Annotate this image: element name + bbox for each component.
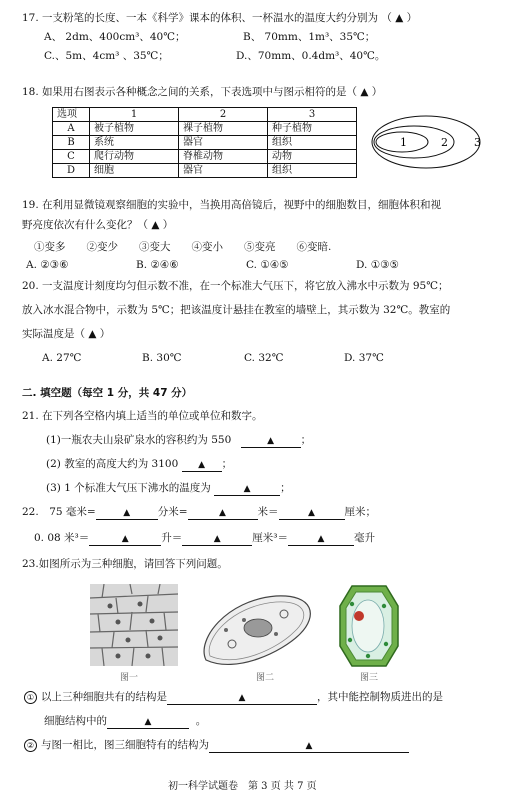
figure-caption-3: 图三 bbox=[360, 673, 379, 683]
q18-stem: 18. 如果用右图表示各种概念之间的关系，下表选项中与图示相符的是（ ▲ ） bbox=[22, 86, 383, 98]
ellipse-label-2: 2 bbox=[441, 136, 448, 149]
q21-sub2-text: (2) 教室的高度大约为 3100 bbox=[46, 458, 179, 470]
q23-stem: 23.如图所示为三种细胞，请回答下列问题。 bbox=[22, 558, 228, 570]
q17-option-a: A、 2dm、400cm³、40℃； bbox=[44, 31, 186, 43]
table-cell: 器官 bbox=[179, 136, 268, 150]
q23-part1-line2: 细胞结构中的 ▲ 。 bbox=[44, 715, 207, 727]
ellipse-label-3: 3 bbox=[474, 136, 481, 149]
ellipse-label-1: 1 bbox=[400, 136, 407, 149]
table-cell: 组织 bbox=[268, 164, 357, 178]
paramecium-cell-figure bbox=[196, 590, 320, 672]
table-cell: 选项 bbox=[53, 108, 90, 122]
q20-option-b: B. 30℃ bbox=[142, 352, 182, 364]
table-cell: 2 bbox=[179, 108, 268, 122]
page-footer: 初一科学试题卷 第 3 页 共 7 页 bbox=[168, 781, 317, 792]
q17-option-b: B、 70mm、1m³、35℃； bbox=[243, 31, 376, 43]
q22-line1: 22. 75 毫米= ▲ 分米= ▲ 米＝ ▲ 厘米； bbox=[22, 506, 377, 518]
table-cell: D bbox=[53, 164, 90, 178]
onion-cell-figure bbox=[90, 584, 178, 666]
table-row bbox=[53, 122, 357, 136]
q20-option-c: C. 32℃ bbox=[244, 352, 284, 364]
q19-option-b: B. ②④⑥ bbox=[136, 259, 179, 271]
answer-blank[interactable]: ▲ bbox=[241, 434, 301, 448]
answer-blank[interactable]: ▲ bbox=[167, 691, 317, 705]
table-cell: A bbox=[53, 122, 90, 136]
q17-option-d: D.、70mm、0.4dm³、40℃。 bbox=[236, 50, 386, 62]
ellipse-3 bbox=[372, 116, 480, 168]
q21-sub3: (3) 1 个标准大气压下沸水的温度为 ▲ ； bbox=[46, 482, 291, 494]
answer-blank[interactable]: ▲ bbox=[209, 739, 409, 753]
table-cell: 3 bbox=[268, 108, 357, 122]
q23-part1-line1: ① 以上三种细胞共有的结构是 ▲ ，其中能控制物质进出的是 bbox=[24, 690, 443, 705]
answer-blank[interactable]: ▲ bbox=[107, 715, 189, 729]
table-cell: 组织 bbox=[268, 136, 357, 150]
table-cell: 动物 bbox=[268, 150, 357, 164]
answer-blank[interactable]: ▲ bbox=[96, 506, 158, 520]
table-cell: 系统 bbox=[90, 136, 179, 150]
table-cell: 爬行动物 bbox=[90, 150, 179, 164]
q19-items: ①变多 ②变少 ③变大 ④变小 ⑤变亮 ⑥变暗. bbox=[34, 241, 332, 253]
q23-part2: ② 与图一相比，图三细胞特有的结构为 ▲ bbox=[24, 738, 409, 753]
table-row bbox=[53, 136, 357, 150]
q17-stem: 17. 一支粉笔的长度、一本《科学》课本的体积、一杯温水的温度大约分别为 （ ▲ ） bbox=[22, 12, 418, 24]
q19-stem-line2: 野亮度依次有什么变化？（ ▲ ） bbox=[22, 219, 174, 231]
q21-stem: 21. 在下列各空格内填上适当的单位或单位和数字。 bbox=[22, 410, 263, 422]
answer-blank[interactable]: ▲ bbox=[182, 458, 222, 472]
answer-blank[interactable]: ▲ bbox=[288, 532, 354, 546]
q17-option-c: C.、5m、4cm³ 、35℃； bbox=[44, 50, 169, 62]
table-row bbox=[53, 164, 357, 178]
table-cell: B bbox=[53, 136, 90, 150]
q21-sub1: (1)一瓶农夫山泉矿泉水的容积约为 550 ▲ ； bbox=[46, 434, 312, 446]
q19-stem-line1: 19. 在利用显微镜观察细胞的实验中，当换用高倍镜后，视野中的细胞数目，细胞体积和视 bbox=[22, 199, 442, 211]
answer-blank[interactable]: ▲ bbox=[214, 482, 280, 496]
answer-blank[interactable]: ▲ bbox=[188, 506, 258, 520]
table-cell: 种子植物 bbox=[268, 122, 357, 136]
table-cell: 器官 bbox=[179, 164, 268, 178]
q19-option-c: C. ①④⑤ bbox=[246, 259, 289, 271]
figure-caption-1: 图一 bbox=[120, 673, 139, 683]
q20-line3: 实际温度是（ ▲ ） bbox=[22, 328, 111, 340]
q20-line2: 放入冰水混合物中，示数为 5℃；把该温度计悬挂在教室的墙壁上，其示数为 32℃。教室的 bbox=[22, 304, 451, 316]
table-header-row bbox=[53, 108, 357, 122]
table-cell: C bbox=[53, 150, 90, 164]
q21-sub2: (2) 教室的高度大约为 3100 ▲ ； bbox=[46, 458, 233, 470]
table-cell: 被子植物 bbox=[90, 122, 179, 136]
figure-caption-2: 图二 bbox=[256, 673, 275, 683]
q21-sub1-text: (1)一瓶农夫山泉矿泉水的容积约为 550 bbox=[46, 434, 232, 446]
table-row bbox=[53, 150, 357, 164]
q19-option-a: A. ②③⑥ bbox=[26, 259, 69, 271]
q22-line2: 0. 08 米³＝ ▲ 升＝ ▲ 厘米³＝ ▲ 毫升 bbox=[34, 532, 375, 544]
concept-nested-ellipses-diagram bbox=[370, 114, 500, 170]
q20-option-a: A. 27℃ bbox=[42, 352, 82, 364]
table-cell: 1 bbox=[90, 108, 179, 122]
q20-option-d: D. 37℃ bbox=[344, 352, 384, 364]
q20-line1: 20. 一支温度计刻度均匀但示数不准，在一个标准大气压下，将它放入沸水中示数为 95℃； bbox=[22, 280, 449, 292]
q18-options-table bbox=[52, 107, 357, 178]
answer-blank[interactable]: ▲ bbox=[89, 532, 161, 546]
q21-sub3-text: (3) 1 个标准大气压下沸水的温度为 bbox=[46, 482, 211, 494]
answer-blank[interactable]: ▲ bbox=[279, 506, 345, 520]
table-cell: 裸子植物 bbox=[179, 122, 268, 136]
plant-cell-figure bbox=[338, 584, 400, 668]
table-cell: 细胞 bbox=[90, 164, 179, 178]
answer-blank[interactable]: ▲ bbox=[182, 532, 252, 546]
table-cell: 脊椎动物 bbox=[179, 150, 268, 164]
section-title: 二. 填空题（每空 1 分，共 47 分） bbox=[22, 387, 193, 399]
q19-option-d: D. ①③⑤ bbox=[356, 259, 399, 271]
